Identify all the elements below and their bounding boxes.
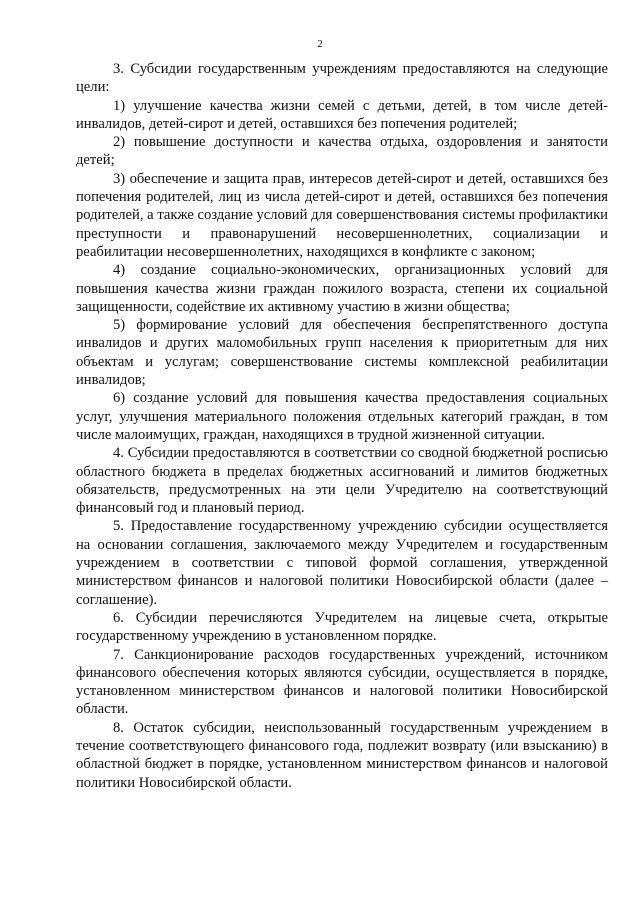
paragraph-8: 8. Остаток субсидии, неиспользованный государственным учреждением в течение соответствующего финансового года, подлежит возврату (или взысканию) в областной бюджет в порядке, установленном министерством финансов и налоговой политики Новосибирской области.: [76, 719, 608, 791]
paragraph-3-item-4: 4) создание социально-экономических, организационных условий для повышения качества жизни граждан пожилого возраста, степени их социальной защищенности, содействие их активному участию в жизни общества;: [76, 262, 608, 315]
paragraph-6: 6. Субсидии перечисляются Учредителем на лицевые счета, открытые государственному учреждению в установленном порядке.: [76, 609, 608, 645]
paragraph-3: 3. Субсидии государственным учреждениям предоставляются на следующие цели:: [76, 61, 608, 96]
paragraph-7: 7. Санкционирование расходов государственных учреждений, источником финансового обеспечения которых являются субсидии, осуществляется в порядке, установленном министерством финансов и налоговой политики Новосибирской области.: [76, 646, 608, 718]
paragraph-3-item-6: 6) создание условий для повышения качества предоставления социальных услуг, улучшения материального положения отдельных категорий граждан, в том числе малоимущих, граждан, находящихся в трудной жизненной ситуации.: [76, 390, 608, 443]
paragraph-4: 4. Субсидии предоставляются в соответствии со сводной бюджетной росписью областного бюджета в пределах бюджетных ассигнований и лимитов бюджетных обязательств, предусмотренных на эти цели Учредителю на соответствующий финансовый год и плановый период.: [76, 445, 608, 517]
paragraph-3-item-2: 2) повышение доступности и качества отдыха, оздоровления и занятости детей;: [76, 134, 608, 169]
document-body: [76, 60, 608, 792]
paragraph-3-item-1: 1) улучшение качества жизни семей с детьми, детей, в том числе детей-инвалидов, детей-сирот и детей, оставшихся без попечения родителей;: [76, 97, 608, 132]
paragraph-5: 5. Предоставление государственному учреждению субсидии осуществляется на основании соглашения, заключаемого между Учредителем и государственным учреждением в соответствии с типовой формой соглашения, утвержденной министерством финансов и налоговой политики Новосибирской области (далее – соглашение).: [76, 518, 608, 608]
paragraph-3-item-3: 3) обеспечение и защита прав, интересов детей-сирот и детей, оставшихся без попечения родителей, лиц из числа детей-сирот и детей, оставшихся без попечения родителей, а также создание условий для совершенствования системы профилактики преступности и правонарушений несовершеннолетних, социализации и реабилитации несовершеннолетних, находящихся в конфликте с законом;: [76, 170, 608, 260]
paragraph-3-item-5: 5) формирование условий для обеспечения беспрепятственного доступа инвалидов и других маломобильных групп населения к приоритетным для них объектам и услугам; совершенствование системы комплексной реабилитации инвалидов;: [76, 317, 608, 389]
page-number: 2: [317, 38, 323, 50]
